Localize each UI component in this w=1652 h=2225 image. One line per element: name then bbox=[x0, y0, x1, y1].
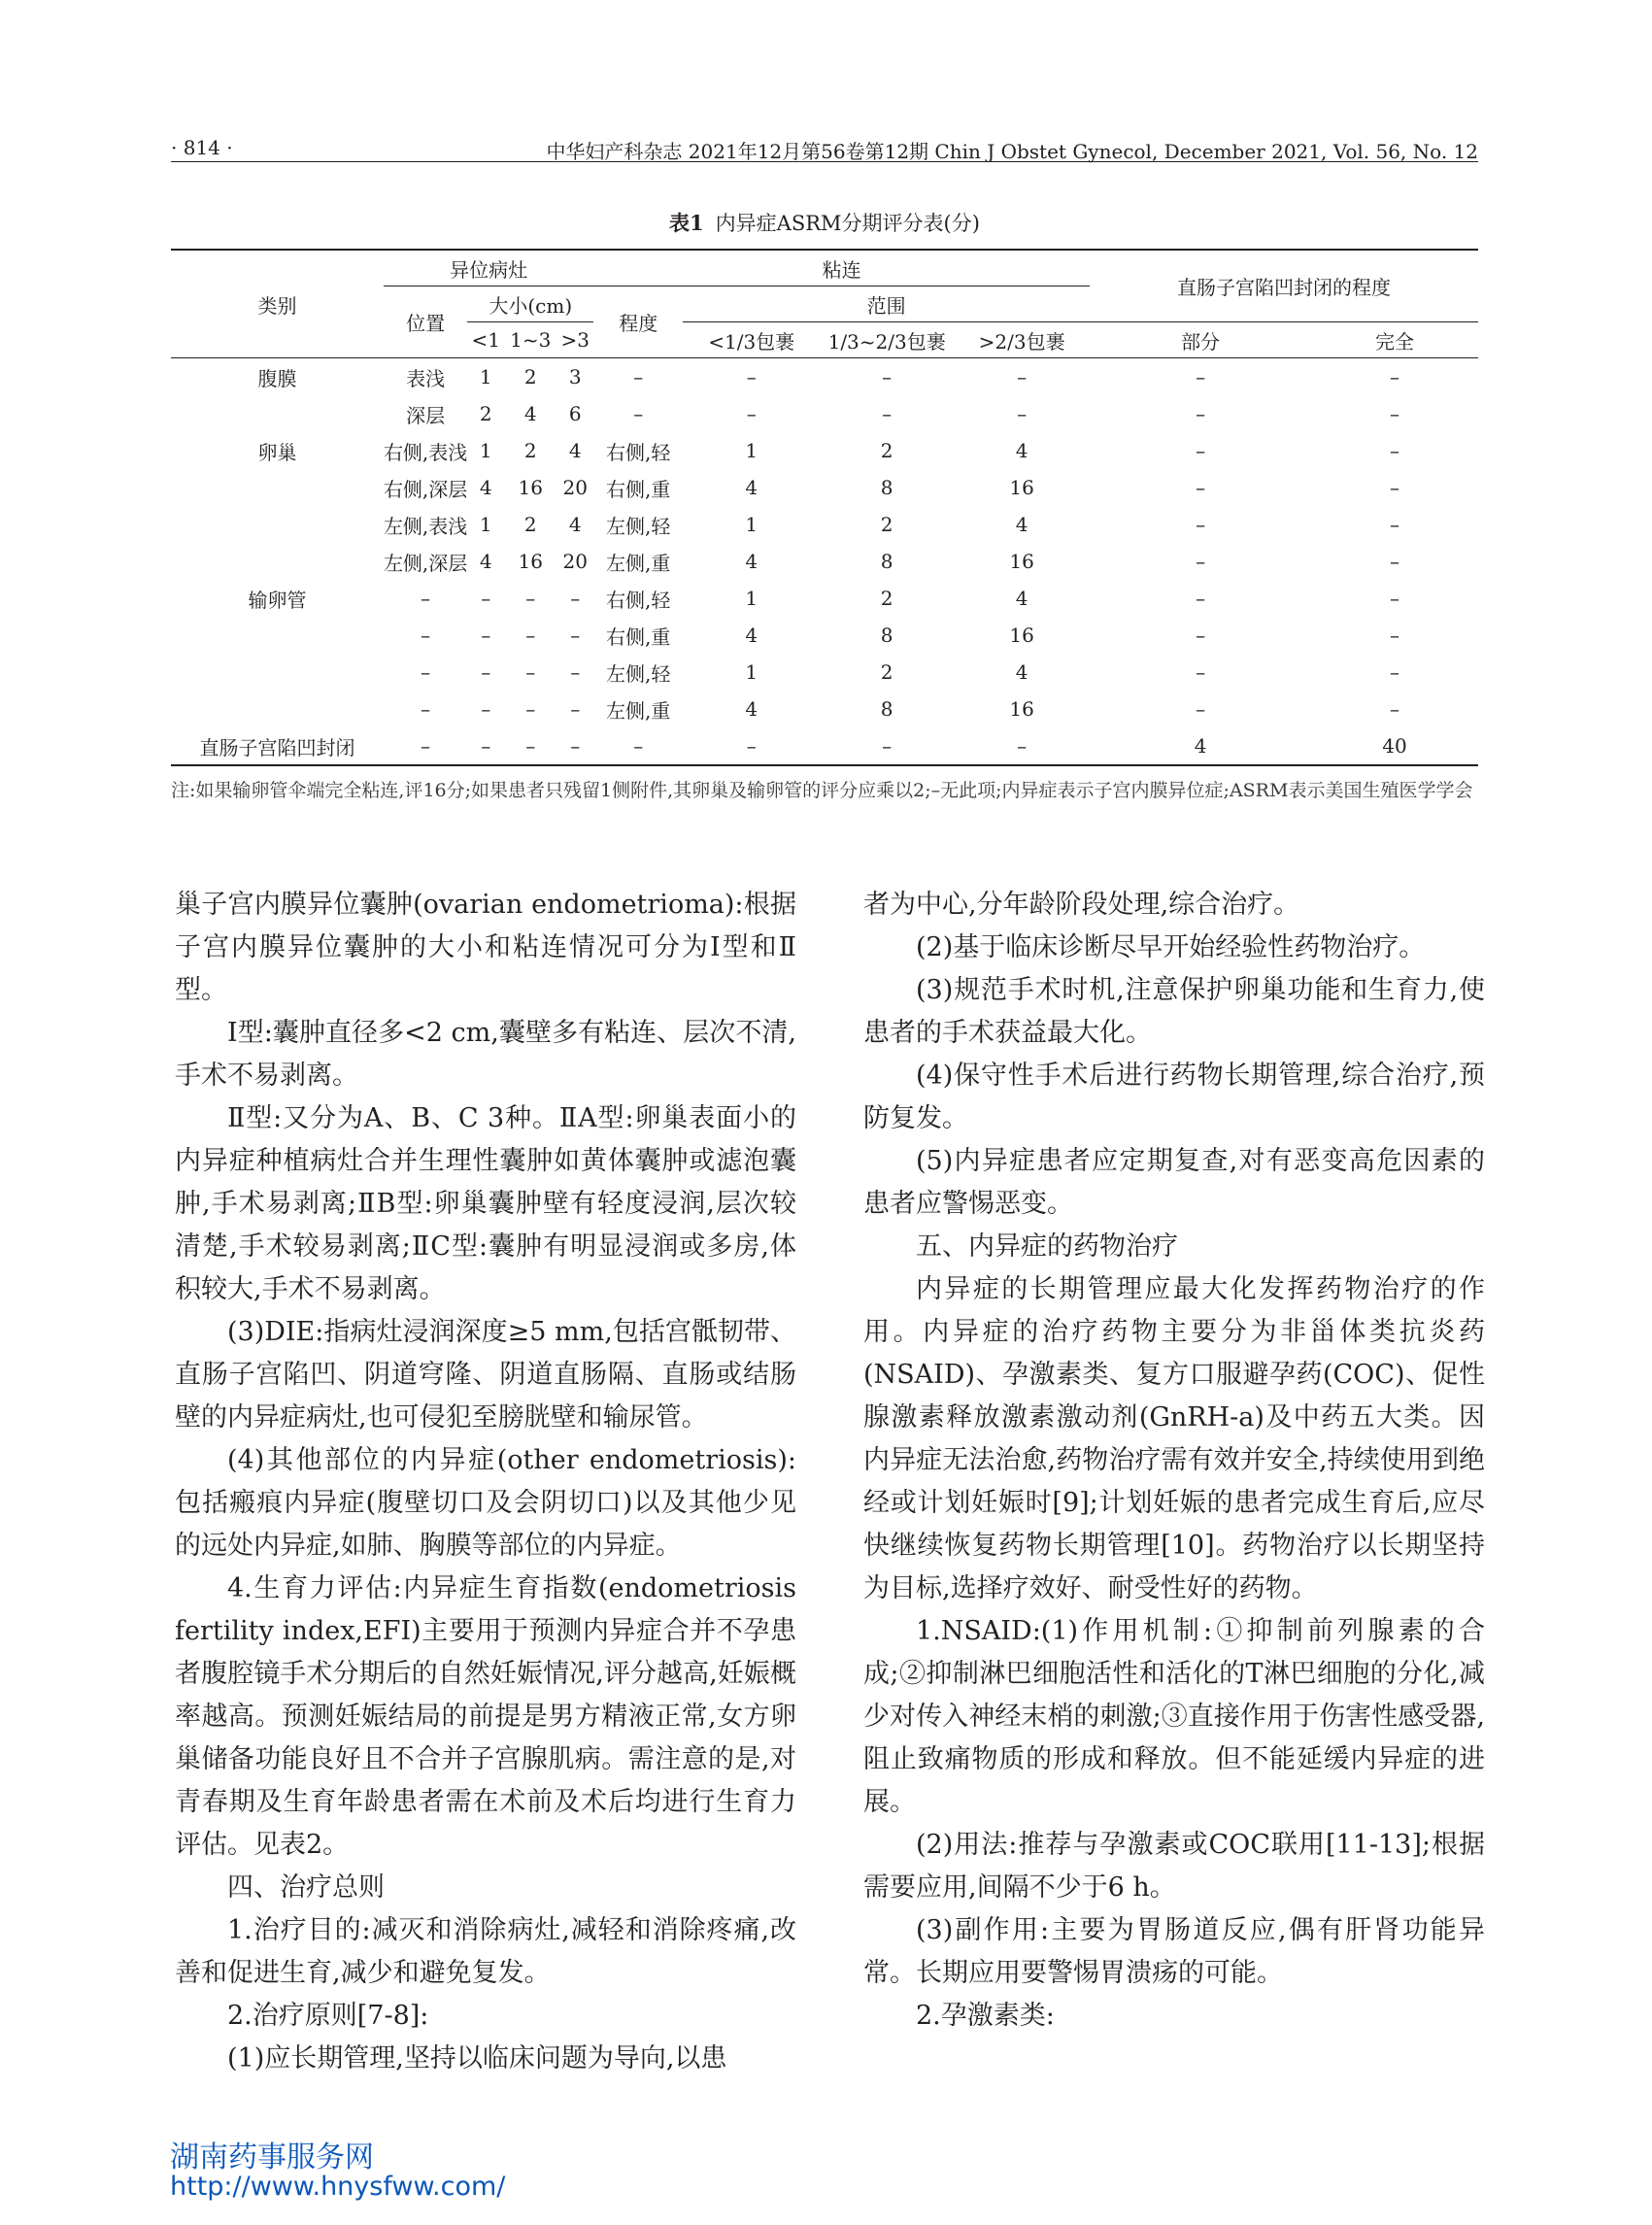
table-cell: – bbox=[481, 624, 491, 647]
asrm-scoring-table bbox=[171, 249, 1478, 766]
table-cell: 16 bbox=[518, 476, 543, 499]
body-paragraph: (2)用法:推荐与孕激素或COC联用[11-13];根据需要应用,间隔不少于6 h。 bbox=[863, 1830, 1485, 1903]
body-paragraph: 2.孕激素类: bbox=[916, 2001, 1055, 2031]
table-cell: – bbox=[570, 734, 581, 758]
table-row bbox=[171, 395, 1478, 432]
table-cell: 16 bbox=[1009, 624, 1034, 647]
table-cell: – bbox=[1390, 587, 1399, 610]
table-cell: – bbox=[633, 365, 644, 388]
table-cell: 4 bbox=[1015, 439, 1028, 462]
table-cell bbox=[171, 469, 384, 506]
table-row bbox=[171, 580, 1478, 617]
table-cell: 左侧,轻 bbox=[606, 514, 671, 538]
table-cell: – bbox=[481, 697, 491, 721]
table-cell: 4 bbox=[479, 476, 492, 499]
header-lesion: 异位病灶 bbox=[384, 250, 593, 287]
header-size-1-3: 1~3 bbox=[510, 328, 552, 352]
table-cell: – bbox=[570, 624, 581, 647]
table-cell: – bbox=[1390, 439, 1399, 462]
table-cell: – bbox=[1196, 513, 1206, 536]
table-cell: 1 bbox=[479, 439, 492, 462]
body-paragraph: Ⅰ型:囊肿直径多<2 cm,囊壁多有粘连、层次不清,手术不易剥离。 bbox=[175, 1018, 796, 1091]
header-extent: 范围 bbox=[683, 287, 1090, 322]
table-cell: 直肠子宫陷凹封闭 bbox=[199, 735, 355, 759]
table-cell: 右侧,重 bbox=[606, 477, 671, 501]
table-cell: 4 bbox=[568, 513, 582, 536]
table-caption bbox=[171, 208, 1478, 237]
header-cul-partial: 部分 bbox=[1181, 329, 1221, 354]
table-cell: 左侧,轻 bbox=[606, 661, 671, 686]
table-cell: – bbox=[525, 660, 536, 684]
table-cell: 右侧,重 bbox=[606, 624, 671, 649]
table-cell: – bbox=[1390, 550, 1399, 573]
body-paragraph: 1.NSAID:(1)作用机制:①抑制前列腺素的合成;②抑制淋巴细胞活性和活化的T淋巴细胞的分化,减少对传入神经末梢的刺激;③直接作用于伤害性感受器,阻止致痛物质的形成和释放。但不能延缓内异症的进展。 bbox=[863, 1616, 1485, 1817]
table-row bbox=[171, 358, 1478, 396]
table-cell: 1 bbox=[745, 513, 759, 536]
table-cell: 左侧,表浅 bbox=[383, 514, 468, 538]
table-cell: 1 bbox=[745, 439, 759, 462]
left-text-column bbox=[175, 884, 796, 2080]
header-size-gt3: >3 bbox=[560, 328, 590, 352]
table-cell: 16 bbox=[1009, 550, 1034, 573]
table-cell: – bbox=[525, 734, 536, 758]
table-row bbox=[171, 691, 1478, 727]
table-cell: 8 bbox=[880, 550, 893, 573]
header-cul-de-sac: 直肠子宫陷凹封闭的程度 bbox=[1090, 250, 1478, 322]
table-cell: 4 bbox=[1015, 660, 1028, 684]
table-cell: – bbox=[746, 402, 757, 425]
table-cell: 4 bbox=[745, 697, 759, 721]
table-cell: 8 bbox=[880, 476, 893, 499]
table-cell: – bbox=[1196, 402, 1206, 425]
right-text-column bbox=[863, 884, 1485, 2038]
table-cell: 1 bbox=[479, 513, 492, 536]
header-extent-2: 1/3~2/3包裹 bbox=[827, 329, 946, 354]
table-cell: 16 bbox=[518, 550, 543, 573]
table-cell: – bbox=[570, 587, 581, 610]
table-cell: 40 bbox=[1382, 734, 1407, 758]
table-cell: 左侧,重 bbox=[606, 551, 671, 575]
table-cell: – bbox=[525, 697, 536, 721]
table-cell: – bbox=[421, 587, 431, 610]
table-cell: 6 bbox=[568, 402, 582, 425]
table-cell: 右侧,表浅 bbox=[383, 440, 468, 464]
table-cell bbox=[171, 506, 384, 543]
table-cell: 8 bbox=[880, 624, 893, 647]
table-cell: – bbox=[1390, 402, 1399, 425]
table-cell: 4 bbox=[745, 550, 759, 573]
table-cell: 右侧,轻 bbox=[606, 588, 671, 612]
body-paragraph: 4.生育力评估:内异症生育指数(endometriosis fertility index,EFI)主要用于预测内异症合并不孕患者腹腔镜手术分期后的自然妊娠情况,评分越高,妊娠概率越高。预测妊娠结局的前提是男方精液正常,女方卵巢储备功能良好且不合并子宫腺肌病。需注意的是,对青春期及生育年龄患者需在术前及术后均进行生育力评估。见表2。 bbox=[175, 1573, 796, 1860]
table-cell: 2 bbox=[880, 587, 893, 610]
journal-citation: 中华妇产科杂志 2021年12月第56卷第12期 Chin J Obstet Gynecol, December 2021, Vol. 56, No. 12 bbox=[546, 140, 1478, 163]
table-cell: – bbox=[1196, 550, 1206, 573]
table-row bbox=[171, 727, 1478, 765]
table-cell: – bbox=[421, 697, 431, 721]
table-cell: 4 bbox=[568, 439, 582, 462]
body-paragraph: Ⅱ型:又分为A、B、C 3种。ⅡA型:卵巢表面小的内异症种植病灶合并生理性囊肿如黄体囊肿或滤泡囊肿,手术易剥离;ⅡB型:卵巢囊肿壁有轻度浸润,层次较清楚,手术较易剥离;ⅡC型:囊肿有明显浸润或多房,体积较大,手术不易剥离。 bbox=[175, 1103, 796, 1304]
table-cell: 4 bbox=[1015, 513, 1028, 536]
table-cell bbox=[171, 617, 384, 654]
table-cell: – bbox=[1196, 587, 1206, 610]
body-paragraph: (3)规范手术时机,注意保护卵巢功能和生育力,使患者的手术获益最大化。 bbox=[863, 975, 1485, 1048]
table-row bbox=[171, 432, 1478, 469]
table-cell bbox=[171, 543, 384, 580]
header-size: 大小(cm) bbox=[467, 287, 593, 322]
table-cell: 2 bbox=[880, 513, 893, 536]
table-number: 表1 bbox=[669, 211, 704, 235]
table-row bbox=[171, 469, 1478, 506]
table-cell: – bbox=[1390, 697, 1399, 721]
table-cell: – bbox=[1196, 476, 1206, 499]
table-cell: 输卵管 bbox=[248, 588, 307, 612]
table-cell: – bbox=[882, 734, 893, 758]
table-cell: 4 bbox=[479, 550, 492, 573]
body-paragraph: 1.治疗目的:减灭和消除病灶,减轻和消除疼痛,改善和促进生育,减少和避免复发。 bbox=[175, 1915, 796, 1988]
table-cell: 20 bbox=[562, 476, 588, 499]
table-cell: – bbox=[1017, 402, 1028, 425]
page-header bbox=[171, 132, 1478, 163]
table-cell: 深层 bbox=[406, 403, 446, 427]
table-cell: – bbox=[633, 402, 644, 425]
body-paragraph: 2.治疗原则[7-8]: bbox=[227, 2001, 429, 2031]
table-cell: – bbox=[1017, 365, 1028, 388]
body-paragraph: (3)副作用:主要为胃肠道反应,偶有肝肾功能异常。长期应用要警惕胃溃疡的可能。 bbox=[863, 1915, 1485, 1988]
table-cell: – bbox=[1196, 365, 1206, 388]
table-cell: 4 bbox=[1194, 734, 1207, 758]
table-cell: – bbox=[525, 587, 536, 610]
table-cell: – bbox=[746, 734, 757, 758]
table-cell: – bbox=[1196, 660, 1206, 684]
table-cell: – bbox=[481, 734, 491, 758]
header-cul-complete: 完全 bbox=[1375, 329, 1414, 354]
header-degree: 程度 bbox=[619, 312, 658, 335]
table-cell: – bbox=[570, 660, 581, 684]
table-cell: 右侧,轻 bbox=[606, 440, 671, 464]
table-cell bbox=[171, 395, 384, 432]
table-cell: – bbox=[633, 734, 644, 758]
table-cell: – bbox=[1390, 660, 1399, 684]
table-cell: 腹膜 bbox=[257, 366, 297, 390]
table-cell: 表浅 bbox=[406, 366, 446, 390]
page-number: · 814 · bbox=[171, 136, 233, 159]
body-paragraph: (4)保守性手术后进行药物长期管理,综合治疗,预防复发。 bbox=[863, 1061, 1485, 1133]
table-cell: – bbox=[1017, 734, 1028, 758]
body-paragraph: (4)其他部位的内异症(other endometriosis):包括瘢痕内异症(腹壁切口及会阴切口)以及其他少见的远处内异症,如肺、胸膜等部位的内异症。 bbox=[175, 1445, 796, 1561]
header-adhesion: 粘连 bbox=[593, 250, 1090, 287]
table-cell: – bbox=[1390, 365, 1399, 388]
watermark-url: http://www.hnysfww.com/ bbox=[170, 2172, 506, 2202]
table-note: 注:如果输卵管伞端完全粘连,评16分;如果患者只残留1侧附件,其卵巢及输卵管的评分应乘以2;–无此项;内异症表示子宫内膜异位症;ASRM表示美国生殖医学学会 bbox=[171, 780, 1473, 801]
header-rule bbox=[171, 161, 1478, 162]
table-cell: – bbox=[1390, 624, 1399, 647]
table-cell: – bbox=[1390, 476, 1399, 499]
table-cell: 左侧,重 bbox=[606, 698, 671, 723]
table-cell: – bbox=[746, 365, 757, 388]
table-row bbox=[171, 506, 1478, 543]
body-paragraph: (2)基于临床诊断尽早开始经验性药物治疗。 bbox=[916, 932, 1426, 962]
header-position: 位置 bbox=[406, 312, 446, 335]
body-paragraph: 内异症的长期管理应最大化发挥药物治疗的作用。内异症的治疗药物主要分为非甾体类抗炎药(NSAID)、孕激素类、复方口服避孕药(COC)、促性腺激素释放激素激动剂(GnRH-a)及中药五大类。因内异症无法治愈,药物治疗需有效并安全,持续使用到绝经或计划妊娠时[9];计划妊娠的患者完成生育后,应尽快继续恢复药物长期管理[10]。药物治疗以长期坚持为目标,选择疗效好、耐受性好的药物。 bbox=[863, 1274, 1485, 1603]
table-cell bbox=[171, 654, 384, 691]
body-paragraph: 者为中心,分年龄阶段处理,综合治疗。 bbox=[863, 890, 1300, 920]
table-cell: 4 bbox=[523, 402, 537, 425]
table-cell: 4 bbox=[745, 476, 759, 499]
table-title: 内异症ASRM分期评分表(分) bbox=[715, 212, 980, 235]
table-row bbox=[171, 617, 1478, 654]
table-cell: – bbox=[882, 365, 893, 388]
table-cell: 4 bbox=[745, 624, 759, 647]
header-category: 类别 bbox=[257, 293, 297, 318]
table-cell: – bbox=[525, 624, 536, 647]
table-cell: 20 bbox=[562, 550, 588, 573]
body-paragraph: (3)DIE:指病灶浸润深度≥5 mm,包括宫骶韧带、直肠子宫陷凹、阴道穹隆、阴道直肠隔、直肠或结肠壁的内异症病灶,也可侵犯至膀胱壁和输尿管。 bbox=[175, 1317, 796, 1433]
table-cell: 卵巢 bbox=[257, 440, 297, 464]
watermark-site-name: 湖南药事服务网 bbox=[170, 2141, 374, 2174]
table-cell: – bbox=[481, 660, 491, 684]
table-cell: 16 bbox=[1009, 697, 1034, 721]
table-cell: – bbox=[421, 624, 431, 647]
table-row bbox=[171, 654, 1478, 691]
table-row bbox=[171, 543, 1478, 580]
table-cell: 2 bbox=[523, 513, 537, 536]
table-body bbox=[171, 358, 1478, 766]
header-size-lt1: <1 bbox=[471, 328, 501, 352]
header-extent-1: <1/3包裹 bbox=[708, 329, 795, 354]
table-cell: – bbox=[1196, 697, 1206, 721]
body-paragraph: 巢子宫内膜异位囊肿(ovarian endometrioma):根据子宫内膜异位囊肿的大小和粘连情况可分为Ⅰ型和Ⅱ型。 bbox=[175, 890, 796, 1005]
table-cell: 2 bbox=[479, 402, 492, 425]
table-cell: 16 bbox=[1009, 476, 1034, 499]
table-cell: 1 bbox=[745, 587, 759, 610]
table-cell: 1 bbox=[479, 365, 492, 388]
table-cell: 右侧,深层 bbox=[383, 477, 468, 501]
table-cell: 2 bbox=[880, 439, 893, 462]
table-cell bbox=[171, 691, 384, 727]
table-cell: 2 bbox=[523, 365, 537, 388]
table-cell: 8 bbox=[880, 697, 893, 721]
header-extent-3: >2/3包裹 bbox=[978, 329, 1065, 354]
table-cell: – bbox=[421, 734, 431, 758]
table-cell: – bbox=[1196, 624, 1206, 647]
table-cell: – bbox=[570, 697, 581, 721]
table-cell: – bbox=[1390, 513, 1399, 536]
table-cell: 2 bbox=[523, 439, 537, 462]
table-cell: 3 bbox=[568, 365, 582, 388]
body-paragraph: (1)应长期管理,坚持以临床问题为导向,以患 bbox=[227, 2043, 727, 2073]
table-cell: 2 bbox=[880, 660, 893, 684]
table-cell: – bbox=[882, 402, 893, 425]
table-cell: – bbox=[481, 587, 491, 610]
table-cell: 1 bbox=[745, 660, 759, 684]
table-cell: – bbox=[421, 660, 431, 684]
table-cell: 左侧,深层 bbox=[383, 551, 468, 575]
table-cell: 4 bbox=[1015, 587, 1028, 610]
table-cell: – bbox=[1196, 439, 1206, 462]
body-paragraph: 四、治疗总则 bbox=[227, 1872, 385, 1903]
body-paragraph: 五、内异症的药物治疗 bbox=[916, 1231, 1178, 1262]
body-paragraph: (5)内异症患者应定期复查,对有恶变高危因素的患者应警惕恶变。 bbox=[863, 1146, 1485, 1219]
